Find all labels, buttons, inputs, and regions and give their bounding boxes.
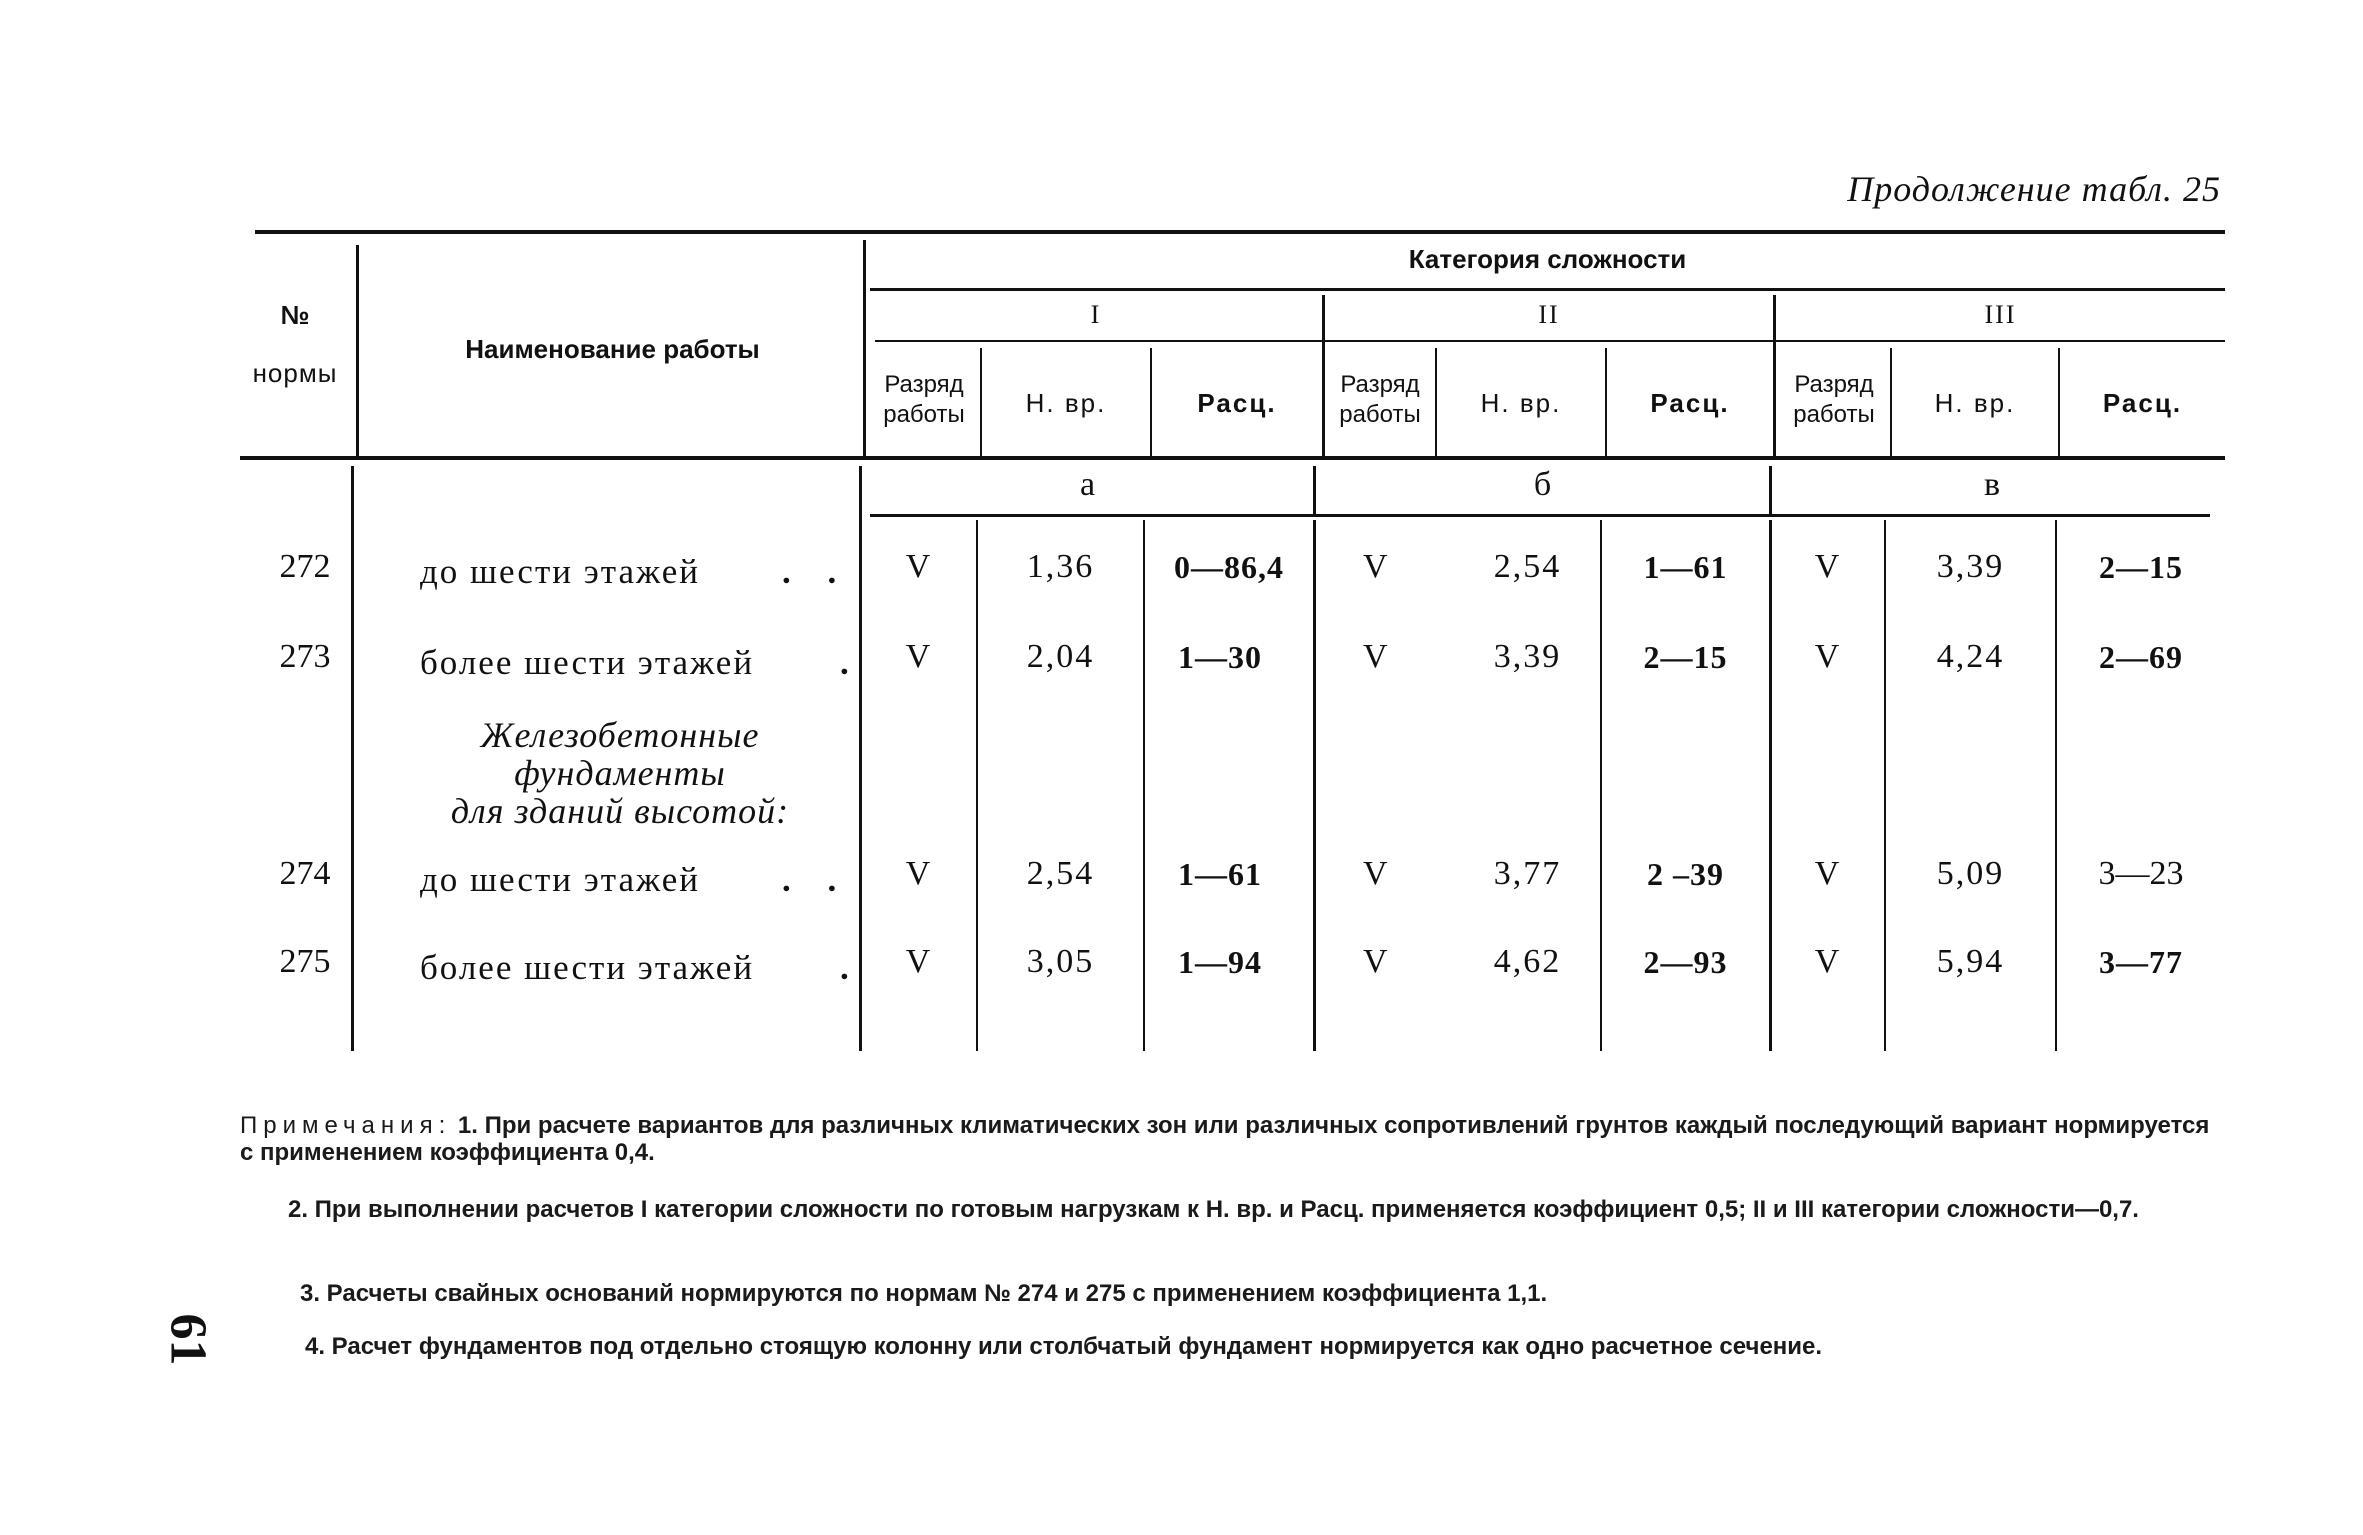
rank-ii: V xyxy=(1363,548,1390,585)
rank-ii: V xyxy=(1363,855,1390,892)
leader-dots: . xyxy=(840,948,849,987)
column-letter-b: б xyxy=(1533,466,1552,503)
norm-number-label: нормы xyxy=(252,358,338,388)
column-letter-a: а xyxy=(1079,466,1096,503)
time-ii: 2,54 xyxy=(1493,548,1562,585)
column-letter-v: в xyxy=(1983,466,2001,503)
price-header-3: Расц. xyxy=(2102,388,2183,418)
rank-iii: V xyxy=(1814,943,1842,980)
work-name: до шести этажей xyxy=(420,860,700,899)
time-ii: 3,77 xyxy=(1493,855,1562,892)
note-3: 3. Расчеты свайных оснований нормируются по нормам № 274 и 275 с применением коэффициента 1,1. xyxy=(300,1280,1548,1307)
rank-header-3: Разряд работы xyxy=(1793,371,1875,428)
time-ii: 4,62 xyxy=(1493,943,1562,980)
price-iii: 2—69 xyxy=(2099,639,2183,675)
price-header-1: Расц. xyxy=(1197,388,1277,418)
rank-header-2: Разряд работы xyxy=(1339,371,1421,428)
rank-iii: V xyxy=(1814,548,1842,585)
leader-dots: . . xyxy=(782,552,851,591)
group-header-2: II xyxy=(1538,300,1560,329)
time-iii: 4,24 xyxy=(1936,638,2005,675)
price-i: 1—94 xyxy=(1178,944,1262,980)
time-i: 2,54 xyxy=(1026,855,1095,892)
price-ii: 1—61 xyxy=(1643,549,1728,585)
time-i: 1,36 xyxy=(1026,548,1095,585)
price-iii: 3—23 xyxy=(2098,855,2184,892)
time-iii: 5,09 xyxy=(1936,855,2005,892)
norm-number: 272 xyxy=(279,548,331,585)
rank-i: V xyxy=(905,943,933,980)
notes-label: Примечания: xyxy=(240,1112,452,1139)
work-name: до шести этажей xyxy=(420,552,700,591)
group-header-1: I xyxy=(1090,300,1102,329)
time-i: 2,04 xyxy=(1026,638,1095,675)
price-ii: 2 –39 xyxy=(1647,856,1724,892)
rank-i: V xyxy=(905,548,933,585)
leader-dots: . . xyxy=(782,860,851,899)
rank-iii: V xyxy=(1814,855,1842,892)
time-i: 3,05 xyxy=(1026,943,1095,980)
rank-i: V xyxy=(905,855,933,892)
page-number: 61 xyxy=(159,1313,217,1366)
time-ii: 3,39 xyxy=(1493,638,1562,675)
table-continuation-caption: Продолжение табл. 25 xyxy=(1847,169,2221,209)
price-iii: 2—15 xyxy=(2099,549,2183,585)
note-4: 4. Расчет фундаментов под отдельно стоящую колонну или столбчатый фундамент нормируется как одно расчетное сечение. xyxy=(305,1333,1823,1360)
price-i: 0—86,4 xyxy=(1174,549,1284,585)
norm-number: 274 xyxy=(279,855,331,892)
price-i: 1—61 xyxy=(1178,856,1262,892)
time-iii: 3,39 xyxy=(1936,548,2005,585)
rank-i: V xyxy=(905,638,933,675)
leader-dots: . xyxy=(840,643,849,682)
rank-iii: V xyxy=(1814,638,1842,675)
norm-number-symbol: № xyxy=(280,300,310,330)
rank-ii: V xyxy=(1363,943,1390,980)
group-header-3: III xyxy=(1984,300,2017,329)
time-iii: 5,94 xyxy=(1936,943,2005,980)
norm-number: 273 xyxy=(279,638,331,675)
time-header-1: Н. вр. xyxy=(1025,388,1107,418)
category-header: Категория сложности xyxy=(1408,244,1687,274)
norm-number: 275 xyxy=(279,943,331,980)
work-name-header: Наименование работы xyxy=(465,334,760,364)
time-header-2: Н. вр. xyxy=(1480,388,1562,418)
work-name: более шести этажей xyxy=(420,948,755,987)
price-i: 1—30 xyxy=(1178,639,1262,675)
price-ii: 2—15 xyxy=(1643,639,1728,675)
time-header-3: Н. вр. xyxy=(1934,388,2016,418)
price-iii: 3—77 xyxy=(2099,944,2183,980)
price-ii: 2—93 xyxy=(1643,944,1728,980)
price-header-2: Расц. xyxy=(1650,388,1730,418)
rank-ii: V xyxy=(1363,638,1390,675)
note-2: 2. При выполнении расчетов I категории сложности по готовым нагрузкам к Н. вр. и Расц. применяется коэффициент 0,5; II и III категории сложности—0,7. xyxy=(288,1196,2139,1223)
note-1: Примечания: 1. При расчете вариантов для различных климатических зон или различных сопротивлений грунтов каждый последующий вариант нормируется с применением коэффициента 0,4. xyxy=(240,1112,2210,1166)
section-subheading: Железобетонные фундаменты для зданий высотой: xyxy=(450,715,790,831)
work-name: более шести этажей xyxy=(420,643,755,682)
rank-header-1: Разряд работы xyxy=(883,371,965,428)
